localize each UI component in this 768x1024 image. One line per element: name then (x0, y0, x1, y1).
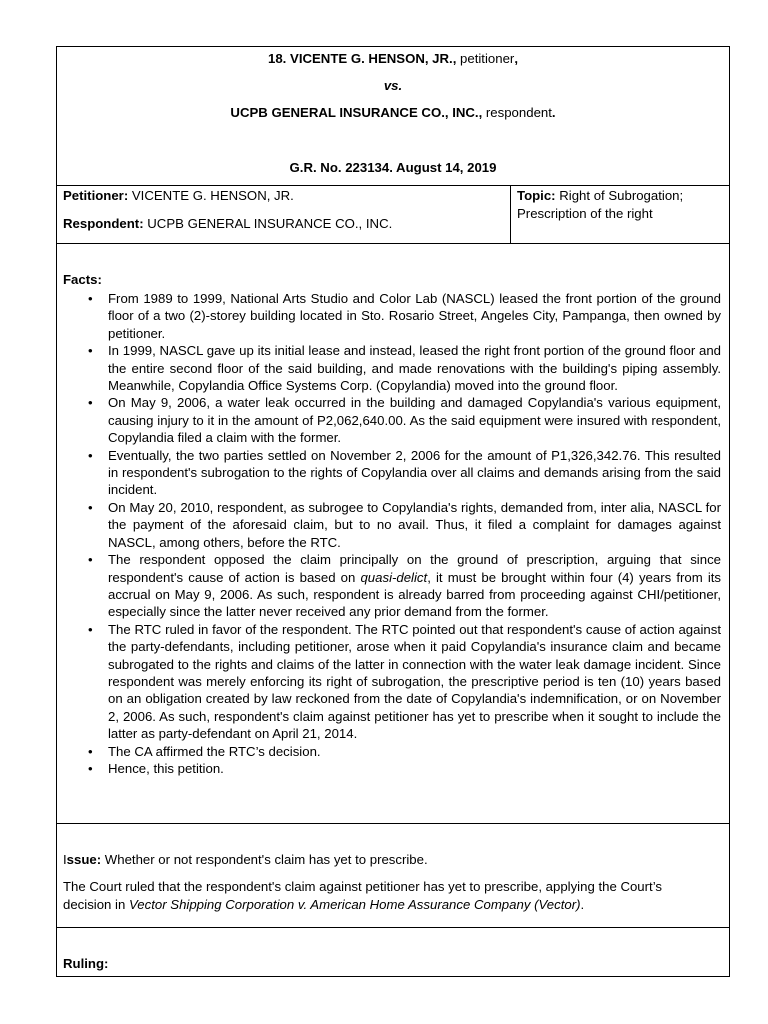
parties-cell (57, 186, 511, 243)
fact-item: • Hence, this petition. (83, 760, 721, 777)
respondent-row (63, 216, 392, 231)
fact-item: • From 1989 to 1999, National Arts Studio and Color Lab (NASCL) leased the front portion of the ground floor of a two (2)-storey building located in Sto. Rosario Street, Angeles City, Pampanga, then owned by petitioner. (83, 290, 721, 342)
topic-row (517, 188, 683, 203)
case-number: 18. (268, 51, 287, 66)
case-header (57, 47, 729, 186)
facts-heading: Facts: (63, 272, 102, 287)
fact-item: • In 1999, NASCL gave up its initial lease and instead, leased the right front portion of the ground floor and the entire second floor of the said building, and made renovations with the building's piping assembly. Meanwhile, Copylandia Office Systems Corp. (Copylandia) moved into the ground floor. (83, 342, 721, 394)
issue-answer-line1: The Court ruled that the respondent's claim against petitioner has yet to prescribe, applying the Court’s (63, 879, 662, 894)
ruling-section (57, 928, 729, 976)
fact-item: • The RTC ruled in favor of the respondent. The RTC pointed out that respondent's cause of action against the party-defendants, including petitioner, arose when it paid Copylandia's insurance claim and became subrogated to the rights and claims of the latter in connection with the water leak damage incident. Since respondent was merely enforcing its right of subrogation, the prescriptive period is ten (10) years based on an obligation created by law reckoned from the date of Copylandia's indemnification, or on November 2, 2006. As such, respondent's claim against petitioner has yet to prescribe when it sought to include the latter as party-defendant on April 21, 2014. (83, 621, 721, 743)
topic-label: Topic: (517, 188, 556, 203)
topic-cell (511, 186, 729, 243)
ruling-heading: Ruling: (63, 956, 109, 971)
issue-answer-prefix: decision in (63, 897, 129, 912)
issue-label: ssue: (66, 852, 102, 867)
issue-row (63, 852, 428, 867)
issue-label-initial: I (63, 852, 67, 867)
respondent-name: UCPB GENERAL INSURANCE CO., INC., (230, 105, 483, 120)
fact-item: • On May 9, 2006, a water leak occurred in the building and damaged Copylandia's various equipment, causing injury to it in the amount of P2,062,640.00. As the said equipment were insured with respondent, Copylandia filed a claim with the former. (83, 394, 721, 446)
topic-value-line1: Right of Subrogation; (559, 188, 684, 203)
respondent-role: respondent (485, 105, 552, 120)
issue-answer-suffix: . (580, 897, 585, 912)
respondent-line: UCPB GENERAL INSURANCE CO., INC., respondent. (230, 105, 556, 120)
petitioner-value: VICENTE G. HENSON, JR. (131, 188, 294, 203)
fact-item (83, 551, 721, 621)
fact-text: The respondent opposed the claim principally on the ground of prescription, arguing that since respondent's cause of action is based on (108, 552, 721, 585)
facts-list (83, 290, 721, 777)
versus-text: vs. (383, 78, 403, 93)
fact-item: • On May 20, 2010, respondent, as subrogee to Copylandia's rights, demanded from, inter alia, NASCL for the payment of the aforesaid claim, but to no avail. Thus, it filed a complaint for damages against NASCL, among others, before the RTC. (83, 499, 721, 551)
respondent-value: UCPB GENERAL INSURANCE CO., INC. (147, 216, 393, 231)
gr-number-line (57, 160, 729, 175)
topic-value-line2: Prescription of the right (517, 206, 653, 221)
petitioner-role: petitioner (460, 51, 515, 66)
case-title-line: 18. VICENTE G. HENSON, JR., petitioner, (268, 51, 518, 66)
versus-line (57, 78, 729, 93)
fact-item: • The CA affirmed the RTC’s decision. (83, 743, 721, 760)
gr-number: G.R. No. 223134. August 14, 2019 (289, 160, 497, 175)
case-digest-document (56, 46, 730, 977)
issue-question: Whether or not respondent's claim has yet to prescribe. (104, 852, 428, 867)
petitioner-label: Petitioner: (63, 188, 129, 203)
parties-section (57, 186, 729, 244)
respondent-label: Respondent: (63, 216, 144, 231)
issue-cited-case: Vector Shipping Corporation v. American Home Assurance Company (Vector) (128, 897, 581, 912)
fact-item: • Eventually, the two parties settled on November 2, 2006 for the amount of P1,326,342.76. This resulted in respondent's subrogation to the rights of Copylandia over all claims and demands arising from the said incident. (83, 447, 721, 499)
fact-emphasis: quasi-delict (360, 569, 428, 585)
issue-section (57, 824, 729, 928)
issue-answer-line2 (63, 897, 584, 912)
petitioner-row (63, 188, 294, 203)
facts-section (57, 244, 729, 824)
petitioner-name: VICENTE G. HENSON, JR., (290, 51, 457, 66)
fact-text: , it must be brought within four (4) years from its accrual on May 9, 2006. As such, respondent is already barred from proceeding against CHI/petitioner, especially since the latter never received any prior demand from the former. (108, 569, 722, 620)
